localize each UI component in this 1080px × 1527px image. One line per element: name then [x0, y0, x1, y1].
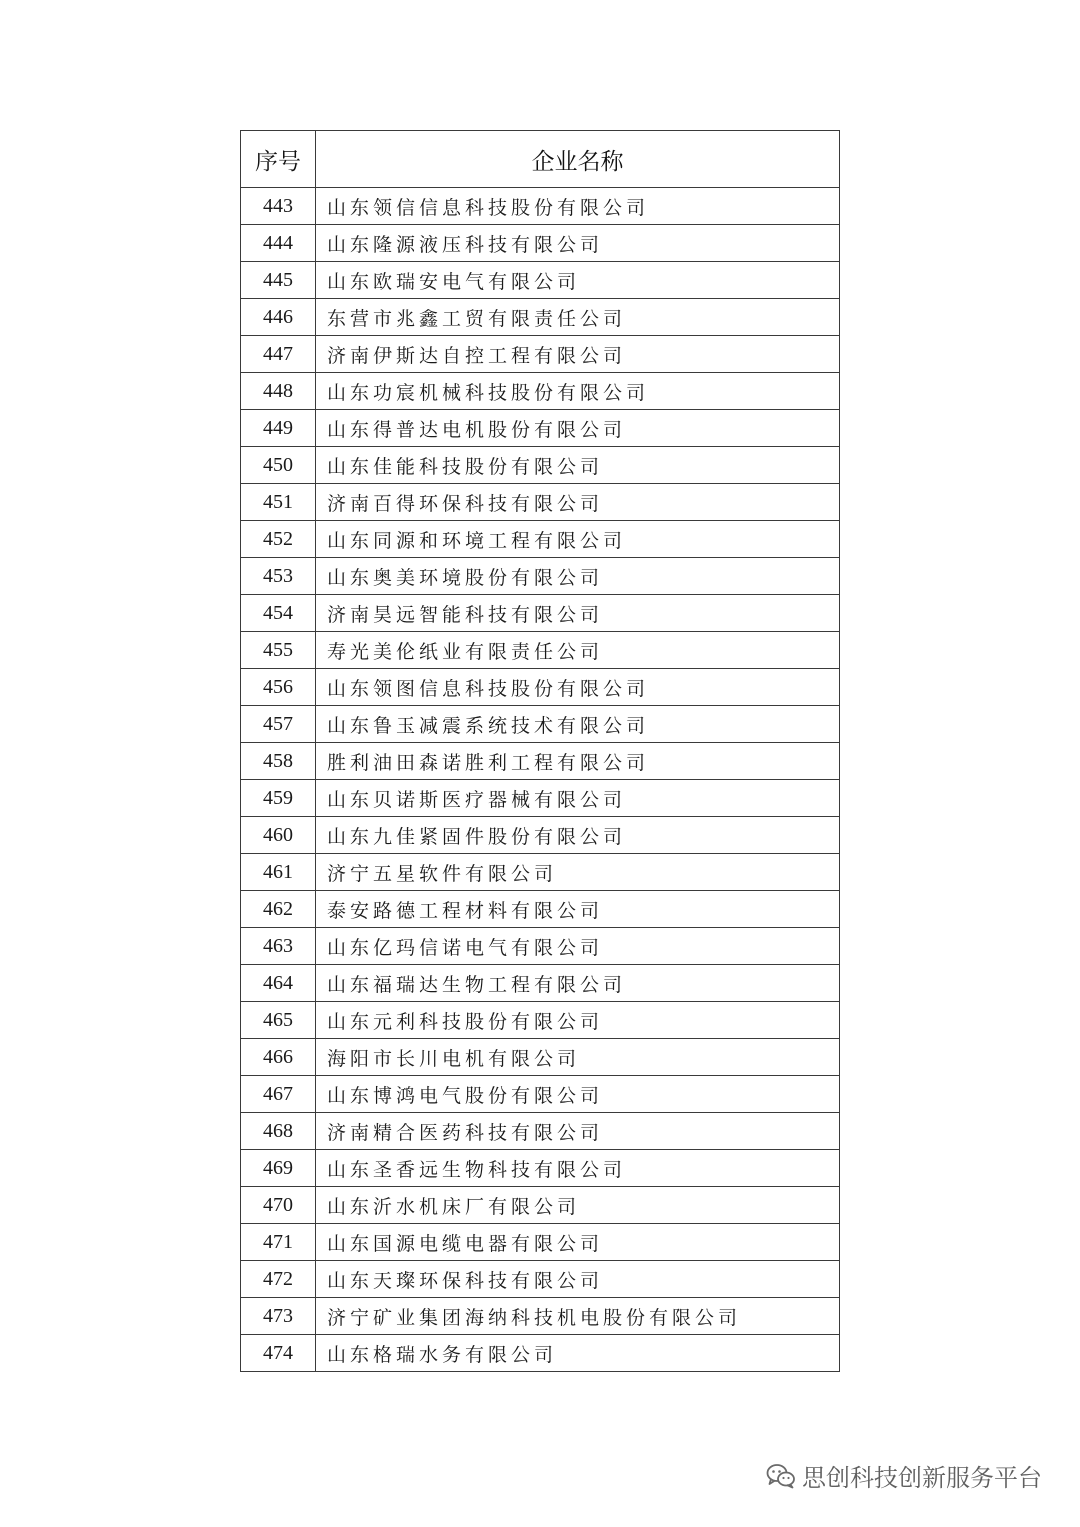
table-row: [241, 1150, 840, 1187]
row-number: 443: [241, 188, 316, 225]
row-number: 444: [241, 225, 316, 262]
table-body: [241, 188, 840, 1372]
table-row: [241, 299, 840, 336]
row-number: 473: [241, 1298, 316, 1335]
row-number: 445: [241, 262, 316, 299]
table-row: [241, 373, 840, 410]
row-number: 464: [241, 965, 316, 1002]
table-row: [241, 706, 840, 743]
company-name: 山东佳能科技股份有限公司: [316, 447, 840, 484]
row-number: 461: [241, 854, 316, 891]
table-row: [241, 595, 840, 632]
company-name: 山东贝诺斯医疗器械有限公司: [316, 780, 840, 817]
company-name: 胜利油田森诺胜利工程有限公司: [316, 743, 840, 780]
row-number: 458: [241, 743, 316, 780]
table-row: [241, 965, 840, 1002]
company-name: 济南百得环保科技有限公司: [316, 484, 840, 521]
table-row: [241, 817, 840, 854]
row-number: 463: [241, 928, 316, 965]
table-row: [241, 336, 840, 373]
table-row: [241, 1261, 840, 1298]
company-name: 山东博鸿电气股份有限公司: [316, 1076, 840, 1113]
table-row: [241, 410, 840, 447]
company-name: 济南精合医药科技有限公司: [316, 1113, 840, 1150]
table-row: [241, 854, 840, 891]
company-name: 山东欧瑞安电气有限公司: [316, 262, 840, 299]
header-company-name: 企业名称: [316, 131, 840, 188]
row-number: 460: [241, 817, 316, 854]
company-name: 山东国源电缆电器有限公司: [316, 1224, 840, 1261]
table-row: [241, 743, 840, 780]
table-row: [241, 1224, 840, 1261]
row-number: 471: [241, 1224, 316, 1261]
table-row: [241, 1187, 840, 1224]
row-number: 449: [241, 410, 316, 447]
row-number: 452: [241, 521, 316, 558]
table-row: [241, 558, 840, 595]
row-number: 456: [241, 669, 316, 706]
table-row: [241, 1039, 840, 1076]
table-header-row: [241, 131, 840, 188]
company-name: 山东格瑞水务有限公司: [316, 1335, 840, 1372]
table-row: [241, 521, 840, 558]
row-number: 474: [241, 1335, 316, 1372]
row-number: 467: [241, 1076, 316, 1113]
row-number: 457: [241, 706, 316, 743]
row-number: 468: [241, 1113, 316, 1150]
table-row: [241, 188, 840, 225]
table-row: [241, 1113, 840, 1150]
row-number: 450: [241, 447, 316, 484]
company-name: 山东沂水机床厂有限公司: [316, 1187, 840, 1224]
wechat-icon: [766, 1463, 796, 1489]
company-name: 山东天璨环保科技有限公司: [316, 1261, 840, 1298]
company-name: 山东得普达电机股份有限公司: [316, 410, 840, 447]
company-name: 济南昊远智能科技有限公司: [316, 595, 840, 632]
company-name: 山东同源和环境工程有限公司: [316, 521, 840, 558]
table-row: [241, 1335, 840, 1372]
table-row: [241, 891, 840, 928]
row-number: 472: [241, 1261, 316, 1298]
company-name: 济宁五星软件有限公司: [316, 854, 840, 891]
table-row: [241, 225, 840, 262]
company-name: 山东隆源液压科技有限公司: [316, 225, 840, 262]
table-row: [241, 669, 840, 706]
company-name: 山东九佳紧固件股份有限公司: [316, 817, 840, 854]
table-row: [241, 1298, 840, 1335]
row-number: 453: [241, 558, 316, 595]
row-number: 465: [241, 1002, 316, 1039]
row-number: 470: [241, 1187, 316, 1224]
row-number: 447: [241, 336, 316, 373]
table-row: [241, 780, 840, 817]
table-row: [241, 1076, 840, 1113]
company-list-table: [240, 130, 840, 1372]
row-number: 455: [241, 632, 316, 669]
company-name: 山东功宸机械科技股份有限公司: [316, 373, 840, 410]
row-number: 451: [241, 484, 316, 521]
table-row: [241, 632, 840, 669]
company-name: 山东圣香远生物科技有限公司: [316, 1150, 840, 1187]
row-number: 469: [241, 1150, 316, 1187]
company-name: 山东领图信息科技股份有限公司: [316, 669, 840, 706]
company-name: 寿光美伦纸业有限责任公司: [316, 632, 840, 669]
table-row: [241, 447, 840, 484]
row-number: 448: [241, 373, 316, 410]
watermark-text: 思创科技创新服务平台: [802, 1464, 1042, 1492]
row-number: 454: [241, 595, 316, 632]
company-name: 山东亿玛信诺电气有限公司: [316, 928, 840, 965]
company-name: 济南伊斯达自控工程有限公司: [316, 336, 840, 373]
company-name: 山东领信信息科技股份有限公司: [316, 188, 840, 225]
company-name: 山东元利科技股份有限公司: [316, 1002, 840, 1039]
row-number: 459: [241, 780, 316, 817]
table-row: [241, 928, 840, 965]
row-number: 446: [241, 299, 316, 336]
company-name: 山东奥美环境股份有限公司: [316, 558, 840, 595]
row-number: 462: [241, 891, 316, 928]
company-name: 海阳市长川电机有限公司: [316, 1039, 840, 1076]
company-name: 泰安路德工程材料有限公司: [316, 891, 840, 928]
company-name: 山东鲁玉减震系统技术有限公司: [316, 706, 840, 743]
table-row: [241, 484, 840, 521]
company-name: 济宁矿业集团海纳科技机电股份有限公司: [316, 1298, 840, 1335]
company-name: 东营市兆鑫工贸有限责任公司: [316, 299, 840, 336]
table-row: [241, 262, 840, 299]
watermark: [766, 1458, 1042, 1493]
row-number: 466: [241, 1039, 316, 1076]
table-row: [241, 1002, 840, 1039]
company-name: 山东福瑞达生物工程有限公司: [316, 965, 840, 1002]
header-number: 序号: [241, 131, 316, 188]
